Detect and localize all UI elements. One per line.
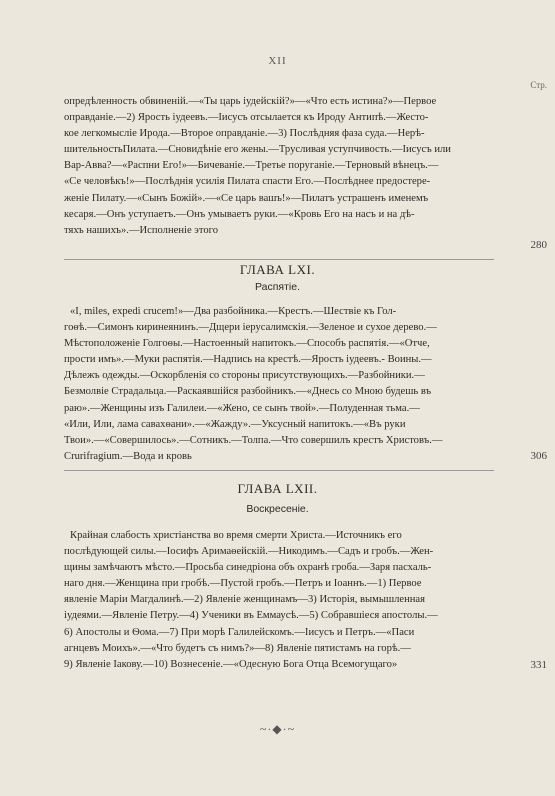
text-line: «Или, Или, лама савахѳани».—«Жажду».—Уксусный напитокъ.—«Въ руки	[64, 418, 406, 430]
text-line: женіе Пилату.—«Сынъ Божій».—«Се царь вашъ!»—Пилатъ устрашенъ именемъ	[64, 192, 429, 204]
text-line: явленіе Маріи Магдалинѣ.—2) Явленіе женщинамъ—3) Исторія, вымышленная	[64, 594, 426, 606]
page-ref-306: 306	[530, 450, 547, 462]
text-line: Вар-Авва?—«Распни Его!»—Бичеваніе.—Третье поруганіе.—Терновый вѣнецъ.—	[64, 160, 439, 172]
text-line: раю».—Женщины изъ Галилеи.—«Жено, се сынъ твой».—Полуденная тьма.—	[64, 402, 420, 414]
text-line: гоѳѣ.—Симонъ киринеянинъ.—Дщери іерусалимскія.—Зеленое и сухое дерево.—	[64, 322, 437, 334]
text-line: Безмолвіе Страдальца.—Раскаявшійся разбойникъ.—«Днесь со Мною будешь въ	[64, 386, 432, 398]
text-line: шительностьПилата.—Сновидѣніе его жены.—Трусливая уступчивость.—Іисусъ или	[64, 144, 451, 156]
chapter-61-summary	[64, 304, 494, 465]
text-line: наго дня.—Женщина при гробѣ.—Пустой гробъ.—Петръ и Іоаннъ.—1) Первое	[64, 578, 422, 590]
page-number: XII	[268, 55, 287, 67]
text-line: оправданіе.—2) Ярость іудеевъ.—Іисусъ отсылается къ Ироду Антипѣ.—Жесто-	[64, 112, 429, 124]
text-line: опредѣленность обвиненій.—«Ты царь іудейскій?»—«Что есть истина?»—Первое	[64, 96, 437, 107]
text-line: кое легкомысліе Ирода.—Второе оправданіе.—3) Послѣдняя фаза суда.—Нерѣ-	[64, 128, 425, 140]
page-ref-280: 280	[530, 239, 547, 251]
chapter-62-summary	[64, 528, 494, 673]
text-line: Дѣлежъ одежды.—Оскорбленія со стороны присутствующихъ.—Разбойники.—	[64, 370, 425, 382]
chapter-60-summary	[64, 94, 494, 239]
page-ref-331: 331	[530, 659, 547, 671]
text-line: тяхъ нашихъ».—Исполненіе этого	[64, 224, 219, 236]
chapter-61-subtitle: Распятіе.	[254, 281, 300, 293]
text-line: іудеями.—Явленіе Петру.—4) Ученики въ Еммаусѣ.—5) Собравшіеся апостолы.—	[64, 610, 438, 622]
text-line: Твои».—«Совершилось».—Сотникъ.—Толпа.—Что совершилъ крестъ Христовъ.—	[64, 434, 443, 446]
chapter-62-heading: ГЛАВА LXII.	[237, 481, 318, 496]
text-line: кесаря.—Онъ уступаетъ.—Онъ умываетъ руки.—«Кровь Его на насъ и на дѣ-	[64, 208, 415, 220]
column-header-page: Стр.	[530, 80, 547, 90]
divider-rule	[64, 259, 494, 260]
text-line: Crurifragium.—Вода и кровь	[64, 450, 192, 462]
text-line: 6) Апостолы и Ѳома.—7) При морѣ Галилейскомъ.—Іисусъ и Петръ.—«Паси	[64, 626, 415, 638]
ornament-divider: ~·◆·~	[259, 722, 296, 736]
text-line: Мѣстоположеніе Голгоѳы.—Настоенный напитокъ.—Способъ распятія.—«Отче,	[64, 338, 430, 350]
chapter-61-heading: ГЛАВА LXI.	[239, 262, 316, 277]
text-line: 9) Явленіе Іакову.—10) Вознесеніе.—«Одесную Бога Отца Всемогущаго»	[64, 658, 398, 670]
text-line: Крайная слабость христіанства во время смерти Христа.—Источникъ его	[70, 530, 402, 541]
text-line: агнцевъ Моихъ».—«Что будетъ съ нимъ?»—8) Явленіе пятистамъ на горѣ.—	[64, 642, 411, 654]
text-line: прости имъ».—Муки распятія.—Надпись на крестѣ.—Ярость іудеевъ.- Воины.—	[64, 354, 432, 366]
text-line: послѣдующей силы.—Іосифъ Аримаѳейскій.—Никодимъ.—Садъ и гробъ.—Жен-	[64, 546, 434, 558]
divider-rule	[64, 470, 494, 471]
text-line: щины замѣчаютъ мѣсто.—Просьба синедріона объ охранѣ гроба.—Заря пасхаль-	[64, 562, 432, 574]
text-line: «I, miles, expedi crucem!»—Два разбойника.—Крестъ.—Шествіе къ Гол-	[70, 306, 397, 317]
text-line: «Се человѣкъ!»—Послѣднія усилія Пилата спасти Его.—Послѣднее предостере-	[64, 176, 431, 188]
chapter-62-subtitle: Воскресеніе.	[246, 503, 309, 515]
